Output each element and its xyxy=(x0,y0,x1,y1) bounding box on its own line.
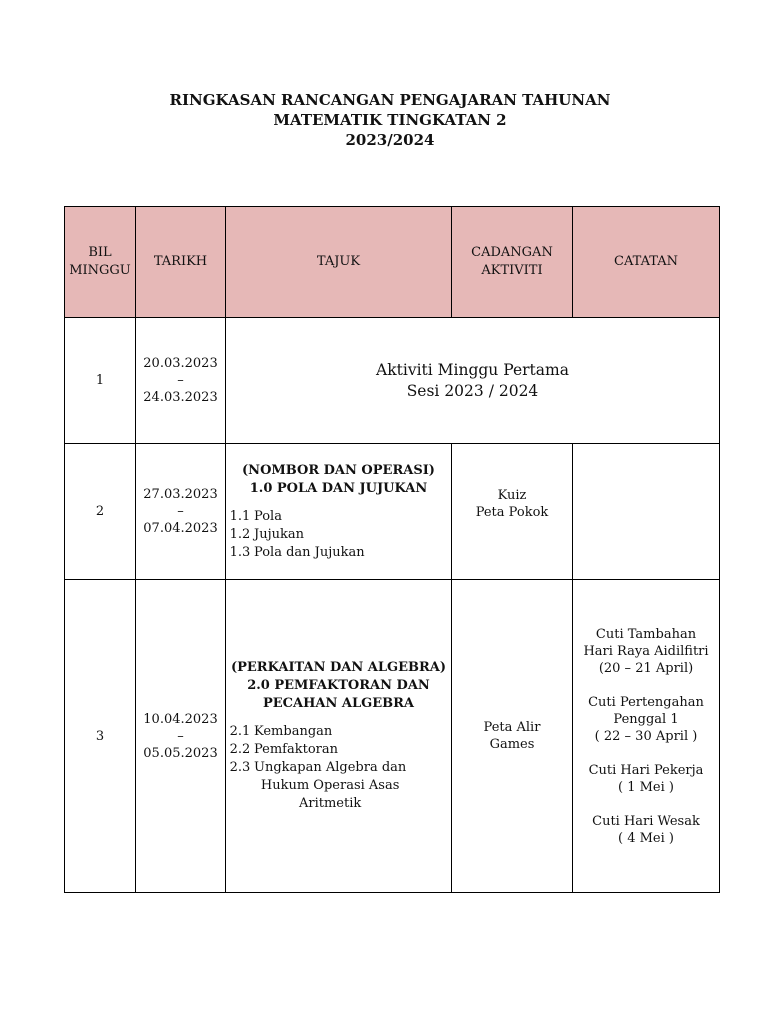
table-row xyxy=(65,580,720,893)
subtopic-text: Pola dan Jujukan xyxy=(254,544,365,560)
topic-heading-1: (PERKAITAN DAN ALGEBRA) xyxy=(230,660,447,675)
subtopic-text: Kembangan xyxy=(254,724,333,739)
title-line-2: MATEMATIK TINGKATAN 2 xyxy=(273,111,507,129)
title-line-1: RINGKASAN RANCANGAN PENGAJARAN TAHUNAN xyxy=(169,91,611,109)
bil-value: 1 xyxy=(95,373,105,388)
table-row xyxy=(65,444,720,580)
date-dash: – xyxy=(177,728,184,744)
cell-tajuk xyxy=(226,444,452,580)
document-title xyxy=(0,90,768,150)
note-3-line-1: Cuti Hari Pekerja xyxy=(588,762,704,778)
merged-line-2: Sesi 2023 / 2024 xyxy=(406,381,539,400)
note-2-line-2: Penggal 1 xyxy=(613,711,679,727)
bil-value: 2 xyxy=(95,504,105,519)
header-catatan xyxy=(573,207,720,318)
subtopic-list xyxy=(226,723,451,813)
header-cadangan-line-2: AKTIVITI xyxy=(481,263,543,278)
note-4-line-1: Cuti Hari Wesak xyxy=(592,813,700,829)
subtopic-number: 1.2 xyxy=(229,526,251,542)
header-tajuk xyxy=(226,207,452,318)
subtopic-item xyxy=(226,759,451,813)
activity-line-1: Peta Alir xyxy=(483,720,541,735)
cell-merged-activity xyxy=(226,318,720,444)
note-1-line-3: (20 – 21 April) xyxy=(598,660,694,676)
date-dash: – xyxy=(177,504,184,519)
merged-line-1: Aktiviti Minggu Pertama xyxy=(376,360,569,379)
subtopic-item xyxy=(226,723,451,741)
cell-tarikh xyxy=(136,444,226,580)
note-4-line-2: ( 4 Mei ) xyxy=(618,830,674,846)
header-bil-line-1: BIL xyxy=(88,245,112,260)
table-header-row xyxy=(65,207,720,318)
subtopic-list xyxy=(226,508,451,562)
note-2-line-3: ( 22 – 30 April ) xyxy=(594,728,698,744)
topic-heading-3: PECAHAN ALGEBRA xyxy=(262,696,414,711)
cell-tajuk xyxy=(226,580,452,893)
subtopic-text: Jujukan xyxy=(254,526,304,542)
subtopic-item xyxy=(226,526,451,544)
subtopic-text: Ungkapan Algebra dan Hukum Operasi Asas Aritmetik xyxy=(254,760,407,811)
date-dash: – xyxy=(177,373,184,388)
title-line-3: 2023/2024 xyxy=(345,131,435,149)
header-tarikh xyxy=(136,207,226,318)
note-1-line-2: Hari Raya Aidilfitri xyxy=(583,643,709,659)
subtopic-number: 1.1 xyxy=(229,508,251,524)
header-tajuk-label: TAJUK xyxy=(316,254,361,269)
date-end: 07.04.2023 xyxy=(143,521,218,536)
subtopic-number: 2.1 xyxy=(229,724,251,739)
subtopic-item xyxy=(226,508,451,526)
subtopic-text: Pemfaktoran xyxy=(254,742,339,757)
lesson-plan-table xyxy=(64,206,720,893)
date-end: 24.03.2023 xyxy=(143,390,218,405)
topic-heading-2: 2.0 PEMFAKTORAN DAN xyxy=(247,678,430,693)
header-cadangan-aktiviti xyxy=(452,207,573,318)
subtopic-item xyxy=(226,741,451,759)
date-end: 05.05.2023 xyxy=(143,745,218,761)
header-bil-line-2: MINGGU xyxy=(69,263,131,278)
subtopic-text: Pola xyxy=(254,508,282,524)
cell-catatan xyxy=(573,580,720,893)
cell-bil xyxy=(65,444,136,580)
topic-heading-2: 1.0 POLA DAN JUJUKAN xyxy=(249,480,428,496)
table-row xyxy=(65,318,720,444)
cell-tarikh xyxy=(136,580,226,893)
cell-cadangan-aktiviti xyxy=(452,580,573,893)
activity-line-2: Peta Pokok xyxy=(475,504,549,520)
header-catatan-label: CATATAN xyxy=(614,254,678,269)
activity-line-1: Kuiz xyxy=(497,487,527,503)
date-start: 20.03.2023 xyxy=(143,356,218,371)
subtopic-number: 2.3 xyxy=(229,760,251,775)
cell-tarikh xyxy=(136,318,226,444)
topic-heading-1: (NOMBOR DAN OPERASI) xyxy=(242,462,435,478)
header-bil-minggu xyxy=(65,207,136,318)
note-3-line-2: ( 1 Mei ) xyxy=(618,779,674,795)
note-2-line-1: Cuti Pertengahan xyxy=(588,694,704,710)
subtopic-number: 2.2 xyxy=(229,742,251,757)
subtopic-number: 1.3 xyxy=(229,544,251,560)
activity-line-2: Games xyxy=(489,737,535,752)
subtopic-item xyxy=(226,544,451,562)
cell-cadangan-aktiviti xyxy=(452,444,573,580)
header-cadangan-line-1: CADANGAN xyxy=(471,245,553,260)
cell-bil xyxy=(65,318,136,444)
cell-catatan xyxy=(573,444,720,580)
header-tarikh-label: TARIKH xyxy=(153,254,208,269)
bil-value: 3 xyxy=(95,728,105,744)
date-start: 27.03.2023 xyxy=(143,487,218,502)
date-start: 10.04.2023 xyxy=(143,711,218,727)
note-1-line-1: Cuti Tambahan xyxy=(595,626,697,642)
cell-bil xyxy=(65,580,136,893)
